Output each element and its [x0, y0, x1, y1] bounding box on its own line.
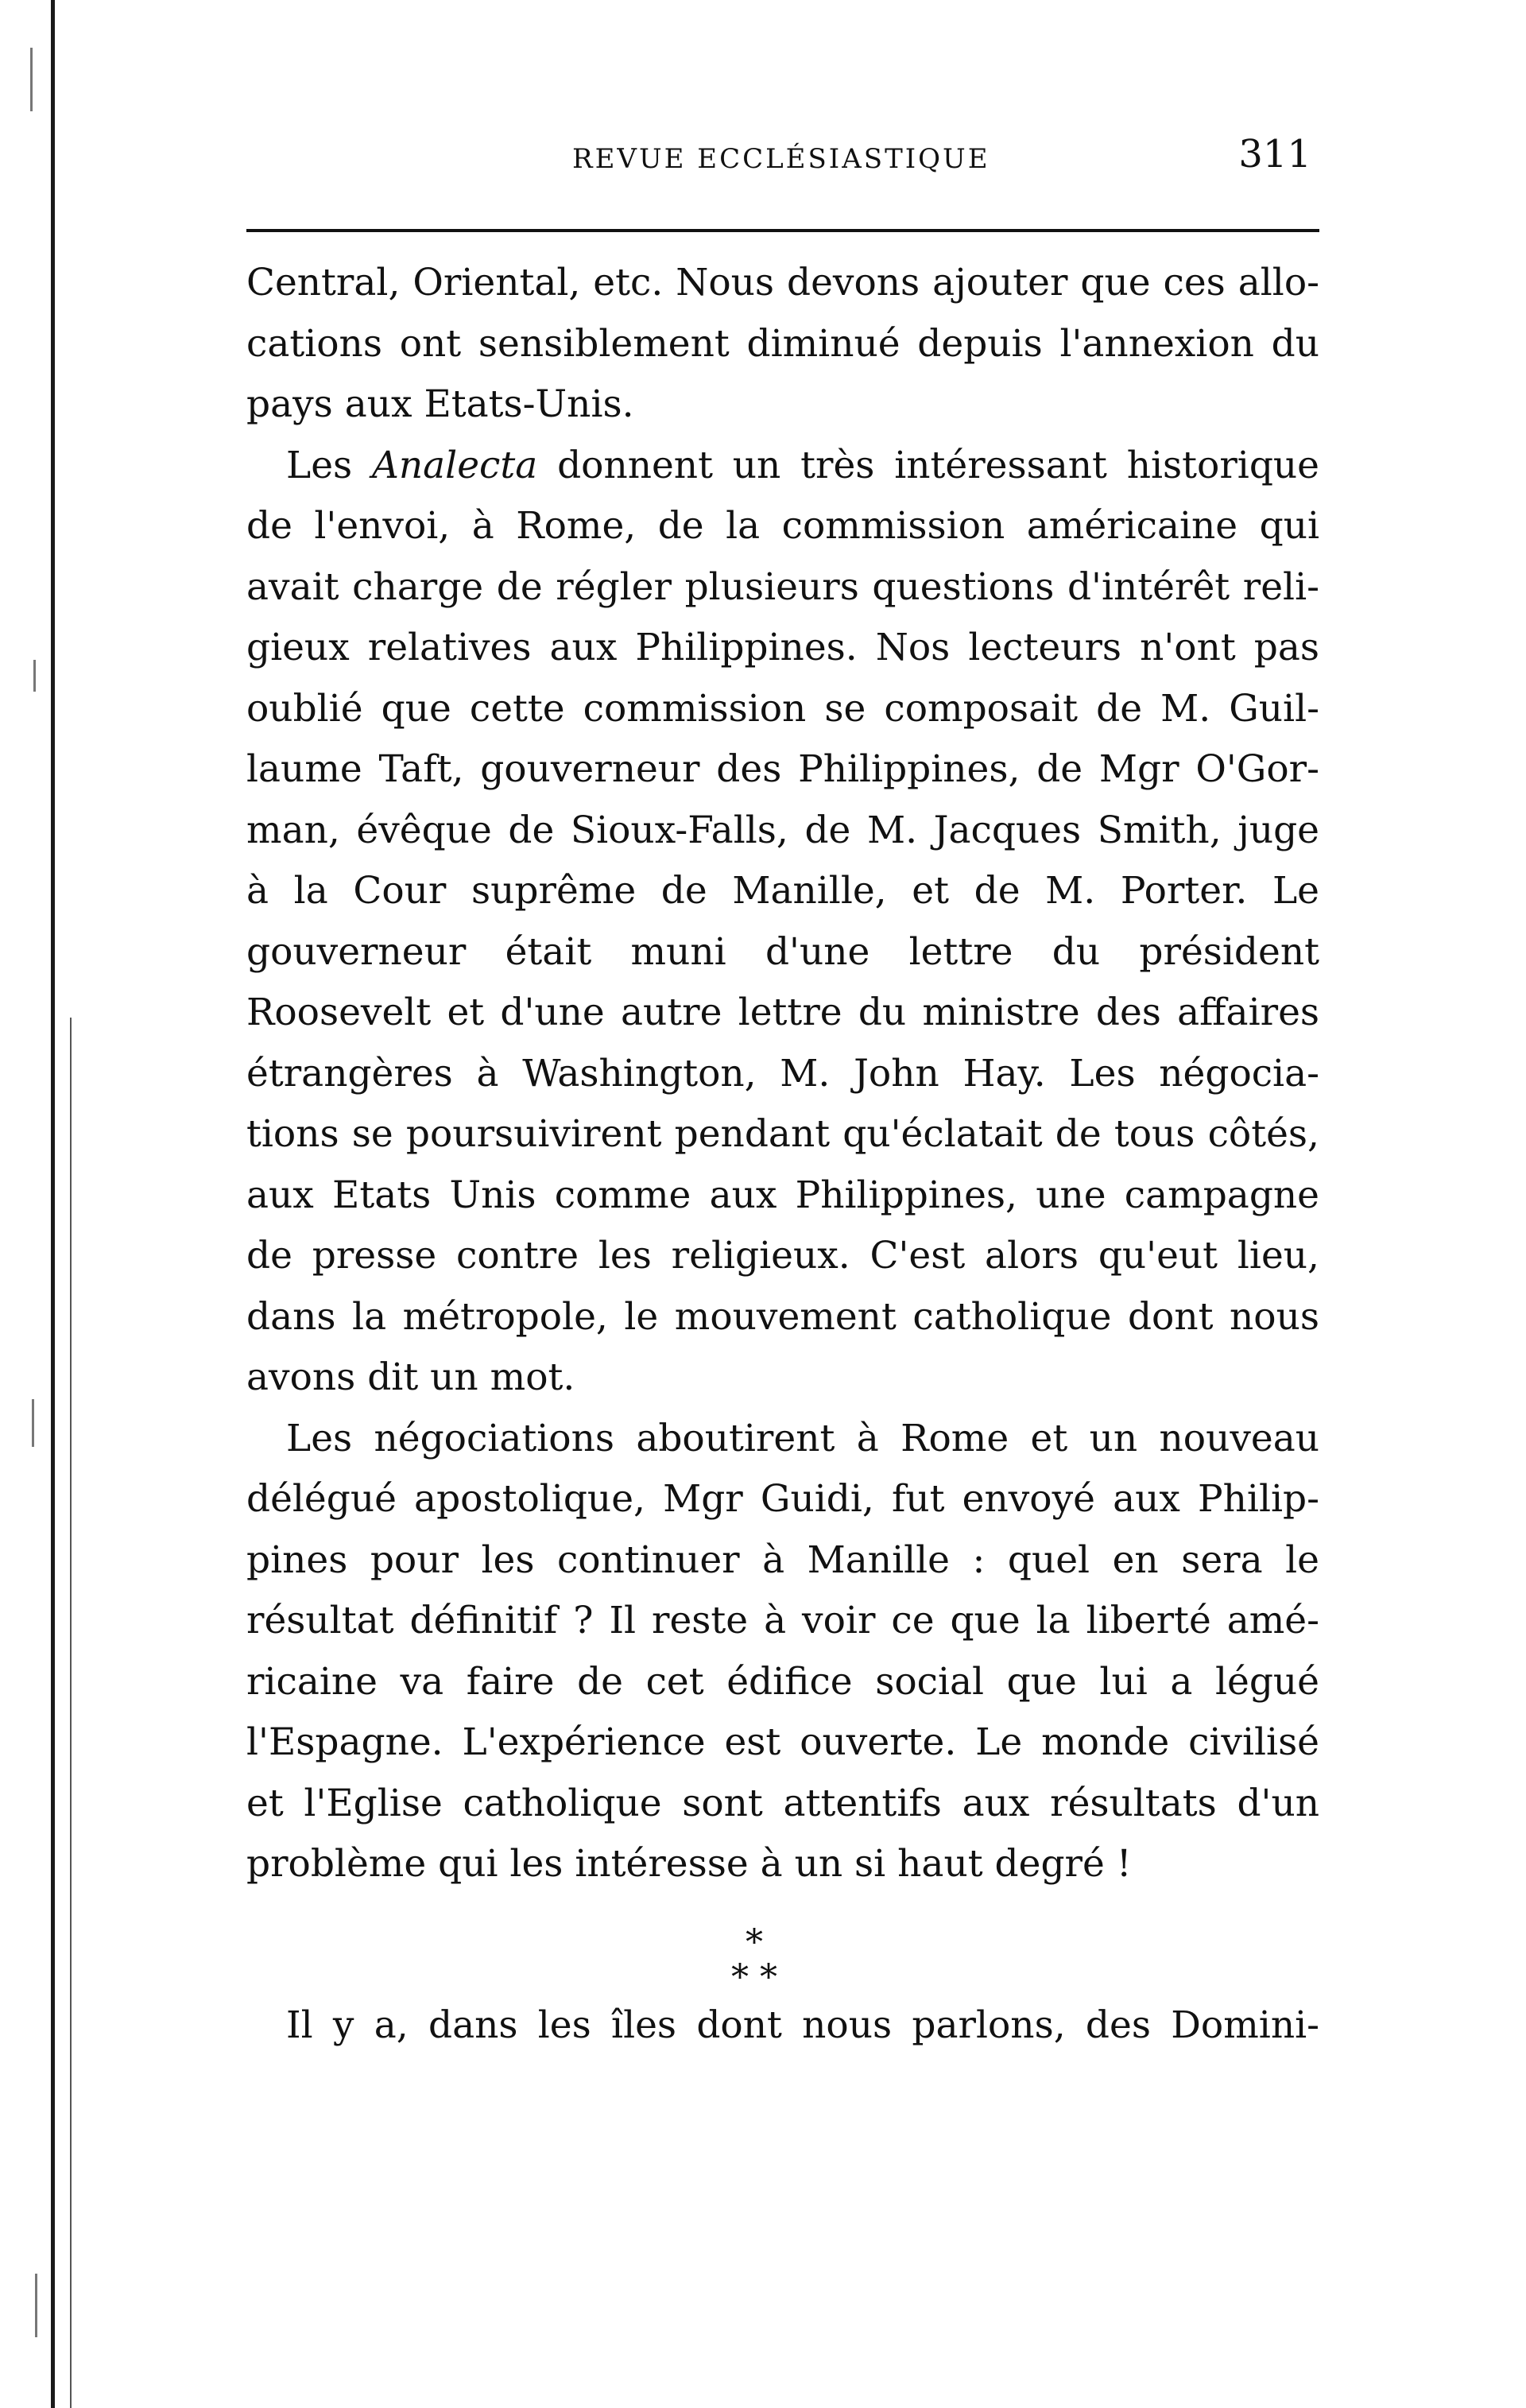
text-line: étrangères à Washington, M. John Hay. Les négocia-: [246, 1051, 1319, 1095]
text-line: cations ont sensiblement diminué depuis l'annexion du: [246, 321, 1319, 366]
page-header: [246, 132, 1319, 191]
text-line: problème qui les intéresse à un si haut degré !: [246, 1842, 1132, 1886]
scan-mark: [30, 48, 33, 111]
asterism: [731, 1922, 777, 1998]
text-line: Les Analecta donnent un très intéressant historique: [286, 443, 1319, 487]
header-rule: [246, 229, 1319, 232]
text-line: l'Espagne. L'expérience est ouverte. Le monde civilisé: [246, 1720, 1319, 1764]
asterism-bottom: * *: [731, 1957, 777, 1998]
text-line: de presse contre les religieux. C'est alors qu'eut lieu,: [246, 1234, 1319, 1278]
text-line: Il y a, dans les îles dont nous parlons, des Domini-: [286, 2003, 1319, 2047]
scan-mark: [35, 2274, 37, 2337]
text-line: et l'Eglise catholique sont attentifs aux résultats d'un: [246, 1781, 1319, 1825]
text-line: de l'envoi, à Rome, de la commission américaine qui: [246, 504, 1319, 548]
text-line: à la Cour suprême de Manille, et de M. Porter. Le: [246, 869, 1319, 913]
text-line: tions se poursuivirent pendant qu'éclatait de tous côtés,: [246, 1112, 1319, 1156]
text-line: Les négociations aboutirent à Rome et un nouveau: [286, 1416, 1319, 1460]
text-line: pays aux Etats-Unis.: [246, 382, 634, 426]
page-number: 311: [1238, 132, 1311, 176]
text-line: oublié que cette commission se composait de M. Guil-: [246, 686, 1319, 731]
binding-edge: [51, 0, 55, 2408]
scan-mark: [32, 1399, 34, 1447]
text-line: laume Taft, gouverneur des Philippines, de Mgr O'Gor-: [246, 747, 1319, 791]
text-line: délégué apostolique, Mgr Guidi, fut envoyé aux Philip-: [246, 1477, 1319, 1521]
running-title: REVUE ECCLÉSIASTIQUE: [572, 143, 990, 175]
text-line: dans la métropole, le mouvement catholique dont nous: [246, 1294, 1319, 1339]
text-line: avait charge de régler plusieurs questions d'intérêt reli-: [246, 564, 1319, 609]
text-line: gouverneur était muni d'une lettre du président: [246, 929, 1319, 974]
asterism-top: *: [746, 1922, 763, 1963]
text-line: résultat définitif ? Il reste à voir ce que la liberté amé-: [246, 1599, 1319, 1642]
final-text-block: [246, 1995, 1319, 2057]
scan-mark: [33, 660, 36, 692]
text-line: ricaine va faire de cet édifice social que lui a légué: [246, 1659, 1319, 1704]
italic-title: Analecta: [371, 443, 538, 487]
text-line: pines pour les continuer à Manille : quel en sera le: [246, 1537, 1319, 1582]
text-line: Roosevelt et d'une autre lettre du ministre des affaires: [246, 991, 1319, 1034]
text-line: gieux relatives aux Philippines. Nos lecteurs n'ont pas: [246, 626, 1319, 669]
binding-edge-inner: [70, 1018, 72, 2408]
text-line: aux Etats Unis comme aux Philippines, une campagne: [246, 1173, 1319, 1217]
text-line: man, évêque de Sioux-Falls, de M. Jacques Smith, juge: [246, 808, 1319, 852]
body-text: [246, 253, 1319, 1895]
text-line: avons dit un mot.: [246, 1355, 575, 1399]
text-line: Central, Oriental, etc. Nous devons ajouter que ces allo-: [246, 261, 1319, 304]
